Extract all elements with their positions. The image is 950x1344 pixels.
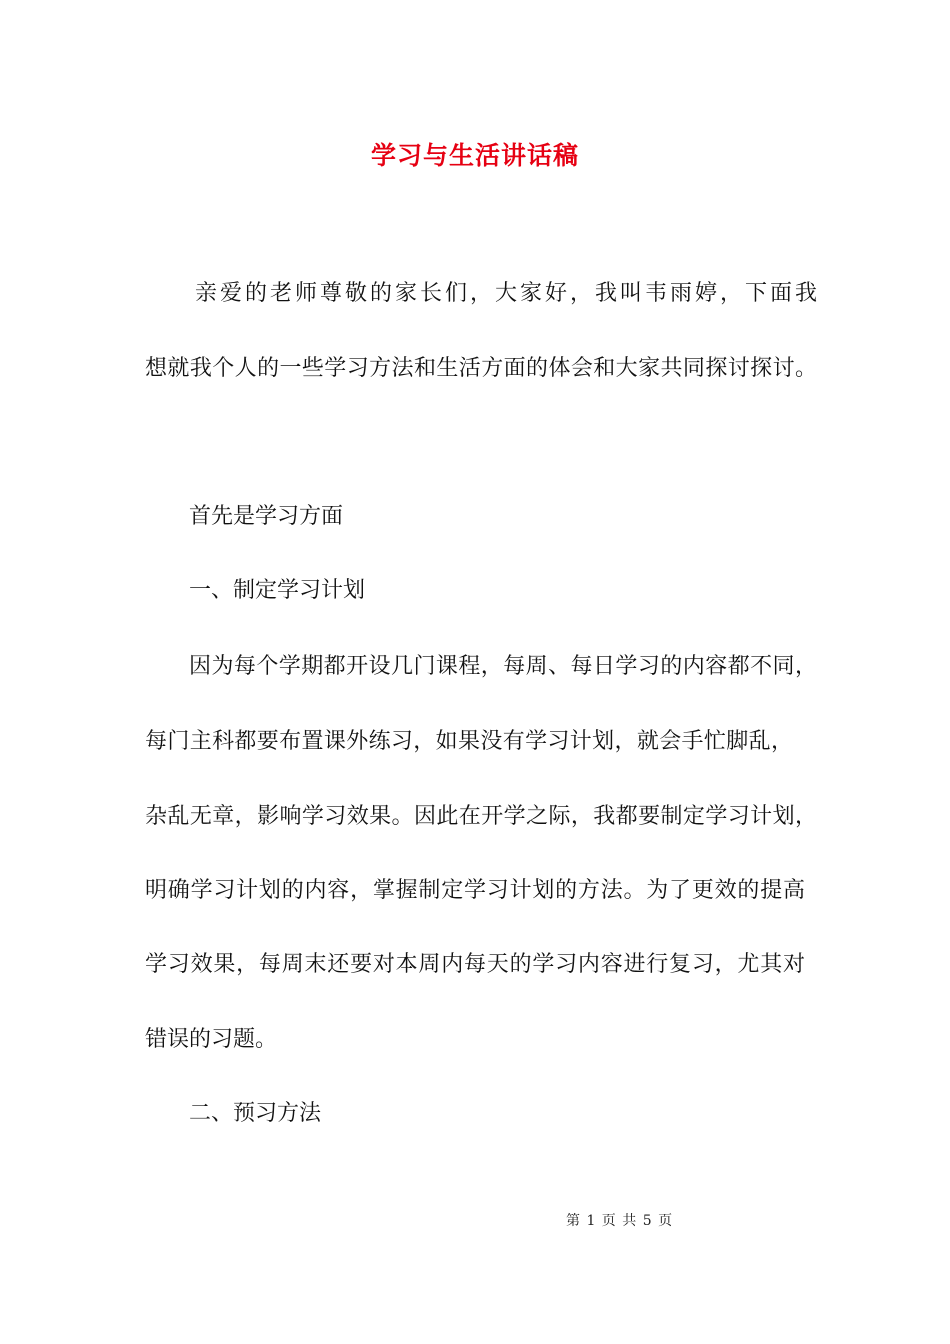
paragraph-greeting-line-2: 想就我个人的一些学习方法和生活方面的体会和大家共同探讨探讨。: [145, 356, 817, 381]
paragraph-plan-line-2: 每门主科都要布置课外练习，如果没有学习计划，就会手忙脚乱，: [145, 729, 793, 754]
paragraph-plan-line-5: 学习效果，每周末还要对本周内每天的学习内容进行复习，尤其对: [145, 952, 805, 977]
section-heading-study: 首先是学习方面: [189, 504, 344, 529]
heading-preview-method: 二、预习方法: [189, 1101, 322, 1126]
paragraph-plan-line-4: 明确学习计划的内容，掌握制定学习计划的方法。为了更效的提高: [145, 878, 805, 903]
document-title: 学习与生活讲话稿: [370, 141, 579, 170]
page-footer: 第 1 页 共 5 页: [566, 1213, 674, 1229]
paragraph-greeting-line-1: 亲爱的老师尊敬的家长们，大家好，我叫韦雨婷，下面我: [145, 281, 817, 306]
paragraph-plan-line-6: 错误的习题。: [145, 1027, 278, 1052]
heading-make-plan: 一、制定学习计划: [189, 578, 366, 603]
paragraph-plan-line-3: 杂乱无章，影响学习效果。因此在开学之际，我都要制定学习计划，: [145, 804, 817, 829]
paragraph-plan-line-1: 因为每个学期都开设几门课程，每周、每日学习的内容都不同，: [189, 654, 817, 679]
